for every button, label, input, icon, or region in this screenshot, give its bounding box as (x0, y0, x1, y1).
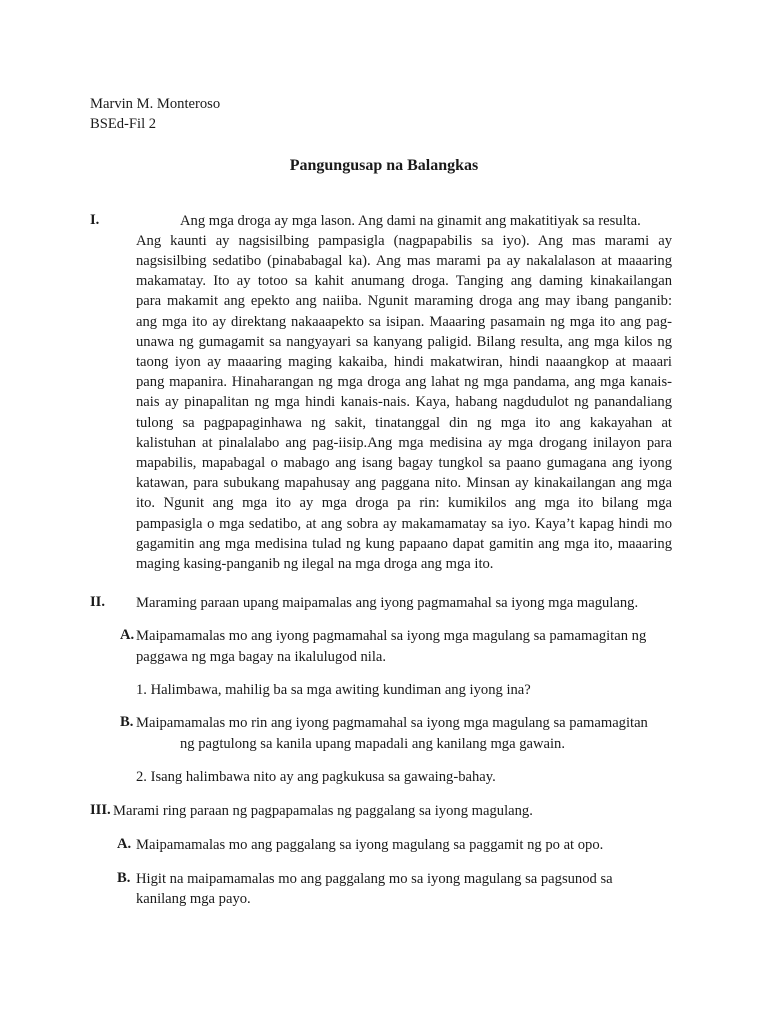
section-1-line: Ang kaunti ay nagsisilbing pampasigla (nagpapabilis sa iyo). Ang mas marami ay (136, 233, 672, 249)
section-2-a-marker: A. (120, 627, 135, 643)
section-2-a-example: 1. Halimbawa, mahilig ba sa mga awiting kundiman ang iyong ina? (136, 682, 531, 698)
section-1-marker: I. (90, 212, 100, 228)
section-2-b-line: Maipamamalas mo rin ang iyong pagmamahal sa iyong mga magulang sa pamamagitan (136, 715, 648, 731)
section-3-b-line: Higit na maipamamalas mo ang paggalang mo sa iyong magulang sa pagsunod sa (136, 871, 613, 887)
section-1-line: katawan, para subukang mapahusay ang paggana nito. Minsan ay kinakailangan ang mga (136, 475, 672, 491)
author-name: Marvin M. Monteroso (90, 96, 221, 112)
section-3-a-text: Maipamamalas mo ang paggalang sa iyong magulang sa paggamit ng po at opo. (136, 837, 604, 853)
section-1-line: nais ay pinapalitan ng mga hindi kanais-nais. Kaya, habang nagdudulot ng panandaliang (136, 394, 672, 410)
section-1-line: tulong sa pagpapaginhawa ng sakit, tinatanggal din ng mga ito ang kakayahan at (136, 415, 672, 431)
section-1-line: mapabilis, mapabagal o mabago ang isang bagay tungkol sa paano gumagana ang iyong (136, 455, 672, 471)
section-2-a-line: paggawa ng mga bagay na ikalulugod nila. (136, 649, 387, 665)
section-2-text: Maraming paraan upang maipamalas ang iyong pagmamahal sa iyong mga magulang. (136, 595, 639, 611)
section-3-marker: III. (90, 802, 111, 818)
section-1-line: ito. Ngunit ang mga ito ay mga droga pa rin: kumikilos ang mga ito bilang mga (136, 495, 672, 511)
section-1-line: gagamitin ang mga medisina tulad ng kung papaano dapat gamitin ang mga ito, maaaring (136, 536, 672, 552)
section-3-b-line: kanilang mga payo. (136, 891, 251, 907)
section-3-a-marker: A. (117, 836, 132, 852)
author-course: BSEd-Fil 2 (90, 116, 157, 132)
section-2-b-line: ng pagtulong sa kanila upang mapadali ang kanilang mga gawain. (180, 736, 566, 752)
section-1-line: para makamit ang epekto ang naiiba. Ngunit maraming droga ang may ibang panganib: (136, 293, 672, 309)
section-1-line: pang mapanira. Hinaharangan ng mga droga ang lahat ng mga pandama, ang mga kanais- (136, 374, 672, 390)
section-3-b-marker: B. (117, 870, 131, 886)
section-2-a-line: Maipamamalas mo ang iyong pagmamahal sa iyong mga magulang sa pamamagitan ng (136, 628, 647, 644)
section-2-b-marker: B. (120, 714, 134, 730)
section-1-line: Ang mga droga ay mga lason. Ang dami na ginamit ang makatitiyak sa resulta. (180, 213, 641, 229)
section-1-line: kalistuhan at pinalalabo ang pag-iisip.Ang mga medisina ay mga drogang inilayon para (136, 435, 672, 451)
section-1-line: makamatay. Ito ay totoo sa kahit anumang droga. Tanging ang daming kinakailangan (136, 273, 672, 289)
section-1-line: taong iyon ay maaaring maging kakaiba, hindi makatwiran, hindi naaangkop at maaari (136, 354, 672, 370)
section-3-text: Marami ring paraan ng pagpapamalas ng paggalang sa iyong magulang. (113, 803, 533, 819)
section-1-line: nagsisilbing sedatibo (pinababagal ka). Ang mas marami pa ay nakalalason at maaaring (136, 253, 672, 269)
section-1-line: pampasigla o mga sedatibo, at ang sobra ay makamamatay sa iyo. Kaya’t kapag hindi mo (136, 516, 672, 532)
page-title: Pangungusap na Balangkas (289, 157, 479, 174)
section-1-line: ang mga ito ay direktang nakaaapekto sa isipan. Maaaring pasamain ng mga ito ang pag- (136, 314, 672, 330)
section-2-marker: II. (90, 594, 106, 610)
section-2-b-example: 2. Isang halimbawa nito ay ang pagkukusa sa gawaing-bahay. (136, 769, 496, 785)
section-1-line: unawa ng gumagamit sa nangyayari sa kanyang paligid. Bilang resulta, ang mga kilos ng (136, 334, 672, 350)
section-1-line: maging kasing-panganib ng ilegal na mga droga ang mga ito. (136, 556, 494, 572)
